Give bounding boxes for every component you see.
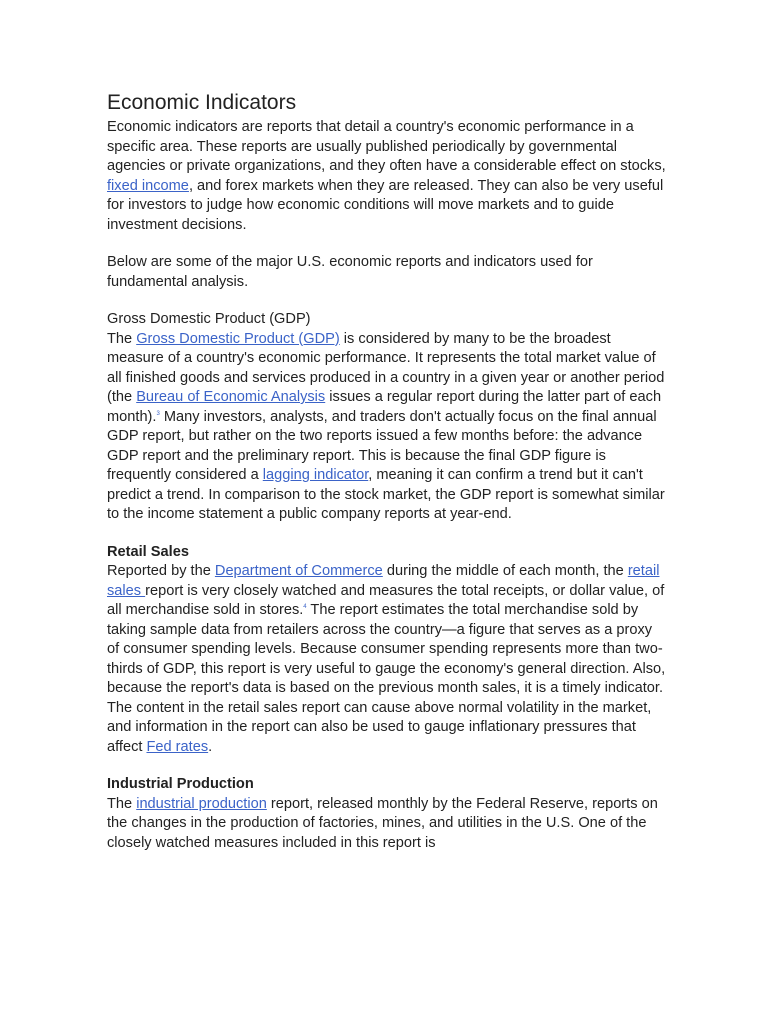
intro-paragraph: Economic indicators are reports that detail a country's economic performance in a specific area. These reports are usually published periodically by governmental agencies or private organizations, and they often have a considerable effect on stocks, fixed income, and forex markets when they are released. They can also be very useful for investors to judge how economic conditions will move markets and to guide investment decisions. bbox=[107, 119, 666, 233]
intro-paragraph-2: Below are some of the major U.S. economic reports and indicators used for fundamental analysis. bbox=[107, 254, 593, 290]
industrial-paragraph: The industrial production report, released monthly by the Federal Reserve, reports on the changes in the production of factories, mines, and utilities in the U.S. One of the closely watched measures included in this report is bbox=[107, 795, 658, 851]
retail-paragraph: Reported by the Department of Commerce during the middle of each month, the retail sales report is very closely watched and measures the total receipts, or dollar value, of all merchandise sold in stores.$^4$ The report estimates the total merchandise sold by taking sample data from retailers across the country—a figure that serves as a proxy of consumer spending levels. Because consumer spending represents more than two-thirds of GDP, this report is very useful to gauge the economy's general direction. Also, because the report's data is based on the previous month sales, it is a timely indicator. The content in the retail sales report can cause above normal volatility in the market, and information in the report can also be used to gauge inflationary pressures that affect Fed rates. bbox=[107, 563, 666, 755]
industrial-heading: Industrial Production bbox=[107, 776, 254, 792]
gdp-heading: Gross Domestic Product (GDP) bbox=[107, 311, 311, 327]
gdp-paragraph: The Gross Domestic Product (GDP) is considered by many to be the broadest measure of a country's economic performance. It represents the total market value of all finished goods and services produced in a country in a given year or another period (the Bureau of Economic Analysis issues a regular report during the latter part of each month).$^3$ Many investors, analysts, and traders don't actually focus on the final annual GDP report, but rather on the two reports issued a few months before: the advance GDP report and the preliminary report. This is because the final GDP figure is frequently considered a lagging indicator, meaning it can confirm a trend but it can't predict a trend. In comparison to the stock market, the GDP report is somewhat similar to the income statement a public company reports at year-end. bbox=[107, 330, 665, 522]
department-of-commerce-link[interactable]: Department of Commerce bbox=[214, 563, 383, 579]
fed-rates-link[interactable]: Fed rates bbox=[146, 738, 209, 755]
industrial-production-link[interactable]: industrial production bbox=[136, 795, 267, 812]
retail-heading: Retail Sales bbox=[107, 543, 189, 560]
fixed-income-link[interactable]: fixed income bbox=[107, 177, 189, 194]
document-page bbox=[107, 90, 667, 853]
footnote-4[interactable]: 4 bbox=[303, 604, 307, 611]
lagging-indicator-link[interactable]: lagging indicator bbox=[262, 467, 369, 483]
bea-link[interactable]: Bureau of Economic Analysis bbox=[136, 389, 326, 405]
gdp-link[interactable]: Gross Domestic Product (GDP) bbox=[136, 330, 340, 347]
retail-sales-link[interactable]: retail sales bbox=[107, 563, 660, 599]
footnote-3[interactable]: 3 bbox=[156, 410, 160, 417]
page-title: Economic Indicators bbox=[107, 91, 297, 114]
